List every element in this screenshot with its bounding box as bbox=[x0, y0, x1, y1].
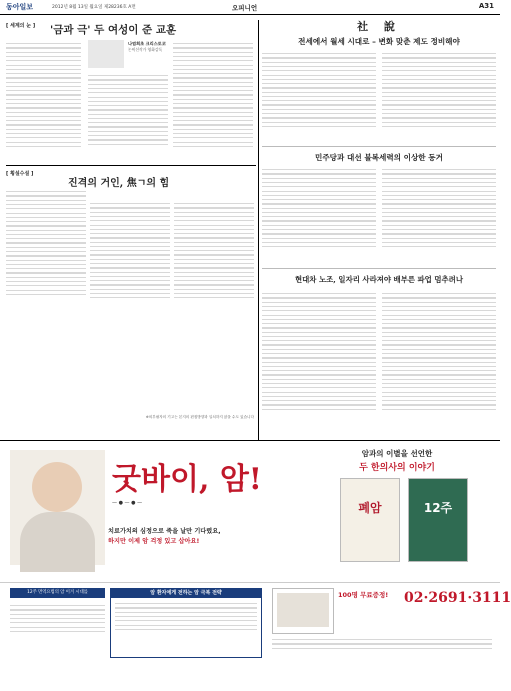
editorial-text-3a bbox=[262, 290, 376, 413]
column-label: [ 횡설수설 ] bbox=[6, 171, 34, 177]
ad-small-line: — ● — ● — bbox=[112, 500, 143, 506]
ad-bottom-text bbox=[272, 636, 492, 652]
editorial-headline-3: 현대차 노조, 일자리 사라져야 배부른 파업 멈추려나 bbox=[295, 275, 463, 284]
doctor-photo bbox=[10, 450, 105, 565]
divider bbox=[262, 146, 496, 147]
editorial-text-3b bbox=[382, 290, 496, 413]
editorial-section bbox=[262, 18, 496, 438]
column-headline: 진격의 거인, 焦ㄱ의 힘 bbox=[68, 178, 170, 189]
editorial-banner: 社 說 bbox=[357, 20, 401, 33]
section-title: 오피니언 bbox=[232, 4, 258, 12]
ad-caption: 암과의 이별을 선언한 bbox=[361, 449, 433, 458]
free-offer-label: 100명 무료증정! bbox=[338, 591, 389, 599]
ad-subline-2: 하지만 이제 암 걱정 있고 삽아요! bbox=[108, 538, 200, 545]
hospital-photo bbox=[272, 588, 334, 634]
ad-left-banner: 12주 면역요법의 암 이겨 시대를 bbox=[10, 588, 105, 598]
column-text-3 bbox=[173, 40, 253, 150]
world-eye-column bbox=[6, 22, 256, 157]
editorial-text-2b bbox=[382, 166, 496, 250]
ad-subline-1: 치료가치의 심정으로 죽을 날만 기다렸요, bbox=[108, 528, 221, 535]
column-headline: '금과 극' 두 여성이 준 교훈 bbox=[50, 24, 177, 36]
editorial-headline-1: 전세에서 월세 시대로 – 변화 맞춘 제도 정비해야 bbox=[298, 37, 460, 46]
body-shape bbox=[20, 512, 95, 572]
ad-border bbox=[0, 440, 500, 441]
author-title: 논픽션작가 영화감독 bbox=[128, 47, 163, 52]
column-text-2 bbox=[88, 72, 168, 148]
face-shape bbox=[32, 462, 82, 512]
ad-box-title: 암 환자에게 전하는 암 극복 전략 bbox=[111, 589, 261, 598]
ad-free-offer bbox=[338, 590, 400, 620]
book-cover-1[interactable] bbox=[340, 478, 400, 562]
editorial-text-1b bbox=[382, 50, 496, 130]
column-text-2 bbox=[90, 200, 170, 302]
column-text-1 bbox=[6, 188, 86, 298]
book-cover-2[interactable] bbox=[408, 478, 468, 562]
newspaper-logo: 동아일보 bbox=[6, 2, 34, 11]
divider bbox=[0, 582, 500, 583]
ad-left-text bbox=[10, 602, 105, 635]
photo-fill bbox=[277, 593, 329, 627]
advertisement bbox=[0, 440, 511, 691]
ad-box-text bbox=[111, 598, 261, 635]
author-name: 나염희초 크리스토코 bbox=[128, 41, 166, 46]
hoengseol-column bbox=[6, 170, 256, 432]
column-text-1 bbox=[6, 40, 81, 150]
issue-date: 2012년 8월 13일 월요일 제28236호 A면 bbox=[52, 5, 136, 10]
editorial-headline-2: 민주당과 대선 불복세력의 이상한 동거 bbox=[315, 153, 443, 162]
author-photo bbox=[88, 40, 124, 68]
ad-phone-number[interactable]: 02·2691·3111 bbox=[404, 590, 511, 606]
disclaimer-note: ※외부필자의 기고는 본지의 편집방향과 일치하지 않을 수도 있습니다 bbox=[145, 415, 254, 419]
editorial-text-1a bbox=[262, 50, 376, 130]
column-text-3 bbox=[174, 200, 254, 302]
editorial-text-2a bbox=[262, 166, 376, 250]
ad-caption-2: 두 한의사의 이야기 bbox=[359, 463, 435, 473]
column-label: [ 세계의 눈 ] bbox=[6, 23, 36, 29]
book-title-1: 폐암 bbox=[358, 501, 382, 515]
ad-strategy-box bbox=[110, 588, 262, 658]
book-title-2: 12주 bbox=[423, 501, 453, 515]
column-divider bbox=[258, 20, 259, 440]
page-number: A31 bbox=[478, 2, 494, 10]
page-header bbox=[0, 0, 500, 15]
ad-big-title: 굿바이, 암! bbox=[112, 462, 262, 497]
divider bbox=[6, 165, 256, 166]
divider bbox=[262, 268, 496, 269]
